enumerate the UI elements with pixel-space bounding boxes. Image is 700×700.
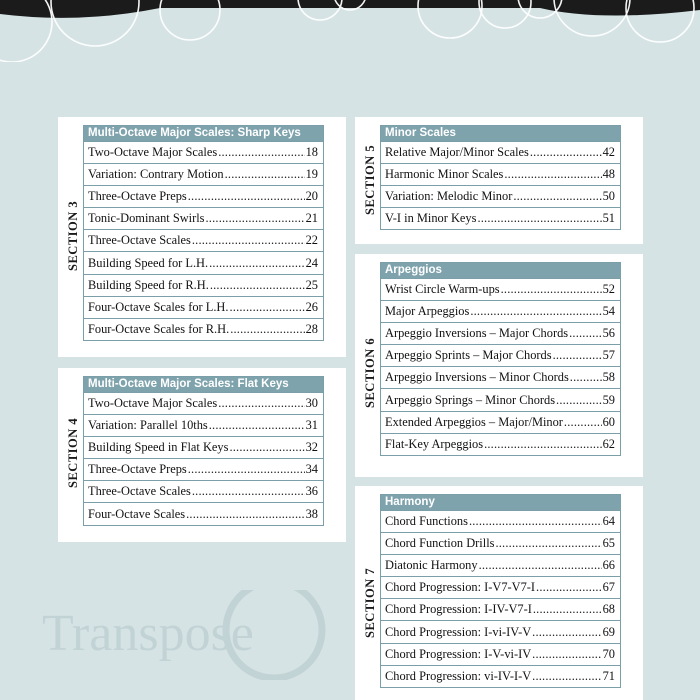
entry-title: Chord Progression: I-vi-IV-V [385,624,532,639]
entry-page: 26 [305,299,318,314]
leader-dots [209,418,305,433]
section-4-panel [58,368,346,542]
leader-dots [513,189,601,204]
leader-dots [532,625,601,640]
leader-dots [477,211,601,226]
section-7-panel [355,486,643,700]
leader-dots [530,145,602,160]
entry-page: 57 [602,348,615,363]
toc-entry[interactable] [84,163,323,185]
entry-title: Four-Octave Scales [88,506,186,521]
leader-dots [553,348,602,363]
entry-title: Chord Progression: I-V-vi-IV [385,646,532,661]
leader-dots [504,167,601,182]
toc-entry[interactable] [84,458,323,480]
entry-page: 59 [602,392,615,407]
leader-dots [192,484,305,499]
entry-page: 21 [305,211,318,226]
entry-title: Two-Octave Major Scales [88,396,218,411]
toc-entry[interactable] [381,388,620,410]
leader-dots [569,326,602,341]
leader-dots [218,396,304,411]
entry-title: Chord Progression: vi-IV-I-V [385,668,532,683]
entry-title: Four-Octave Scales for L.H. [88,299,229,314]
leader-dots [501,282,602,297]
entry-title: Arpeggio Sprints – Major Chords [385,348,552,363]
entry-page: 56 [602,326,615,341]
entry-page: 62 [602,436,615,451]
leader-dots [532,647,601,662]
entry-page: 70 [602,646,615,661]
section-4-heading: Multi-Octave Major Scales: Flat Keys [84,377,323,392]
entry-title: Building Speed in Flat Keys [88,440,229,455]
logo-text: Transpose [42,605,254,662]
leader-dots [188,462,305,477]
entry-title: Harmonic Minor Scales [385,167,504,182]
entry-page: 42 [602,145,615,160]
entry-title: Four-Octave Scales for R.H. [88,321,230,336]
entry-page: 31 [305,418,318,433]
leader-dots [188,189,305,204]
entry-page: 58 [602,370,615,385]
entry-title: Three-Octave Preps [88,462,187,477]
toc-entry[interactable] [381,163,620,185]
entry-title: Chord Progression: I-V7-V7-I [385,580,536,595]
entry-page: 32 [305,440,318,455]
leader-dots [229,440,304,455]
leader-dots [206,211,305,226]
toc-entry[interactable] [84,274,323,296]
entry-title: Arpeggio Inversions – Minor Chords [385,370,569,385]
toc-entry[interactable] [84,141,323,163]
entry-title: Flat-Key Arpeggios [385,436,484,451]
entry-title: Chord Function Drills [385,536,495,551]
entry-page: 48 [602,167,615,182]
toc-entry[interactable] [381,598,620,620]
entry-page: 69 [602,624,615,639]
entry-title: Three-Octave Scales [88,484,191,499]
entry-title: Variation: Parallel 10ths [88,418,208,433]
leader-dots [225,167,305,182]
entry-page: 20 [305,189,318,204]
toc-entry[interactable] [84,436,323,458]
leader-dots [218,145,304,160]
section-3-table [83,125,324,341]
entry-page: 66 [602,558,615,573]
section-4-label: SECTION 4 [66,417,80,488]
toc-entry[interactable] [84,185,323,207]
entry-title: Arpeggio Inversions – Major Chords [385,326,569,341]
toc-entry[interactable] [84,207,323,229]
leader-dots [470,304,601,319]
section-7-label: SECTION 7 [363,567,377,638]
section-6-label: SECTION 6 [363,337,377,408]
entry-page: 52 [602,282,615,297]
entry-title: Chord Functions [385,514,468,529]
leader-dots [209,256,305,271]
section-4-table [83,376,324,526]
entry-page: 24 [305,255,318,270]
entry-title: V-I in Minor Keys [385,211,477,226]
entry-page: 30 [305,396,318,411]
leader-dots [484,437,602,452]
entry-title: Two-Octave Major Scales [88,145,218,160]
section-5-table [380,125,621,230]
section-6-table [380,262,621,456]
entry-page: 68 [602,602,615,617]
entry-title: Relative Major/Minor Scales [385,145,529,160]
toc-entry[interactable] [381,665,620,687]
toc-entry[interactable] [381,532,620,554]
leader-dots [469,514,602,529]
leader-dots [186,507,304,522]
entry-title: Three-Octave Scales [88,233,191,248]
entry-title: Building Speed for R.H. [88,277,209,292]
toc-entry[interactable] [84,480,323,502]
entry-page: 51 [602,211,615,226]
toc-entry[interactable] [381,278,620,300]
leader-dots [210,278,305,293]
toc-entry[interactable] [381,510,620,532]
section-7-heading: Harmony [381,495,620,510]
entry-title: Three-Octave Preps [88,189,187,204]
section-6-heading: Arpeggios [381,263,620,278]
entry-title: Variation: Contrary Motion [88,167,224,182]
toc-entry[interactable] [381,141,620,163]
toc-entry[interactable] [84,296,323,318]
toc-entry[interactable] [381,576,620,598]
toc-entry[interactable] [381,433,620,455]
entry-title: Major Arpeggios [385,304,470,319]
toc-entry[interactable] [84,251,323,273]
entry-title: Wrist Circle Warm-ups [385,282,500,297]
entry-page: 36 [305,484,318,499]
toc-entry[interactable] [381,322,620,344]
section-3-label: SECTION 3 [66,200,80,271]
section-5-panel [355,117,643,244]
section-5-heading: Minor Scales [381,126,620,141]
leader-dots [532,669,601,684]
entry-page: 60 [602,414,615,429]
section-6-panel [355,254,643,477]
entry-title: Diatonic Harmony [385,558,478,573]
toc-entry[interactable] [381,300,620,322]
toc-entry[interactable] [381,554,620,576]
toc-entry[interactable] [381,643,620,665]
entry-title: Tonic-Dominant Swirls [88,211,205,226]
logo-mark [42,590,342,680]
toc-entry[interactable] [84,318,323,340]
leader-dots [495,536,601,551]
toc-entry[interactable] [381,185,620,207]
toc-entry[interactable] [381,344,620,366]
entry-page: 28 [305,321,318,336]
entry-page: 71 [602,668,615,683]
section-3-heading: Multi-Octave Major Scales: Sharp Keys [84,126,323,141]
entry-page: 38 [305,506,318,521]
toc-entry[interactable] [84,229,323,251]
entry-page: 50 [602,189,615,204]
toc-entry[interactable] [381,620,620,642]
leader-dots [229,300,304,315]
entry-page: 18 [305,145,318,160]
section-7-table [380,494,621,688]
entry-page: 34 [305,462,318,477]
leader-dots [570,370,602,385]
transpose-logo [42,590,342,680]
bubble-decoration [0,0,700,62]
entry-page: 22 [305,233,318,248]
entry-page: 65 [602,536,615,551]
entry-title: Arpeggio Springs – Minor Chords [385,392,556,407]
leader-dots [556,393,602,408]
toc-entry[interactable] [381,366,620,388]
leader-dots [533,602,602,617]
entry-page: 19 [305,167,318,182]
toc-entry[interactable] [381,411,620,433]
toc-entry[interactable] [84,414,323,436]
entry-page: 64 [602,514,615,529]
entry-title: Building Speed for L.H. [88,255,209,270]
leader-dots [192,233,305,248]
toc-entry[interactable] [84,502,323,524]
entry-title: Variation: Melodic Minor [385,189,513,204]
entry-title: Chord Progression: I-IV-V7-I [385,602,532,617]
toc-entry[interactable] [84,392,323,414]
entry-page: 67 [602,580,615,595]
section-3-panel [58,117,346,357]
entry-page: 25 [305,277,318,292]
entry-page: 54 [602,304,615,319]
toc-entry[interactable] [381,207,620,229]
leader-dots [479,558,602,573]
leader-dots [564,415,602,430]
leader-dots [536,580,602,595]
entry-title: Extended Arpeggios – Major/Minor [385,414,563,429]
decorative-header-band [0,0,700,62]
section-5-label: SECTION 5 [363,144,377,215]
leader-dots [230,322,304,337]
